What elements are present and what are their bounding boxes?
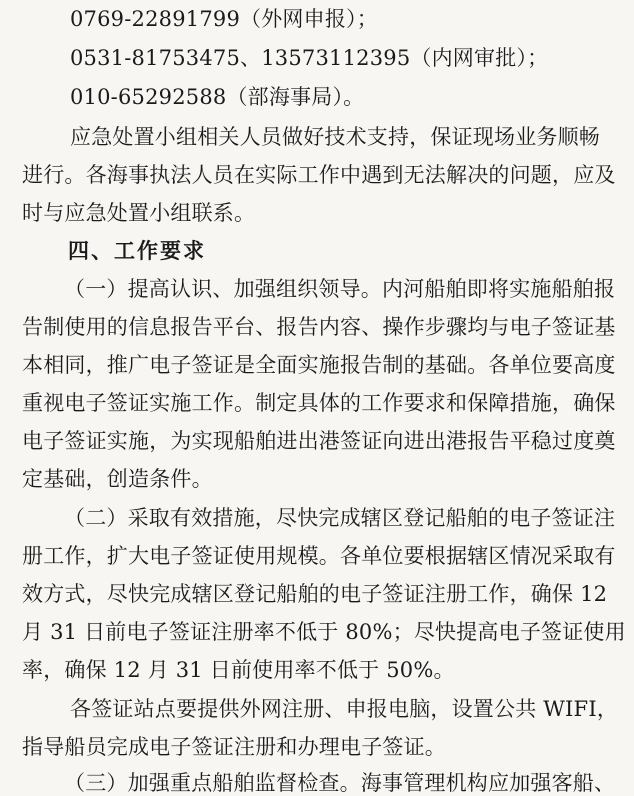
item1-line bbox=[22, 390, 616, 416]
stations-line: 指导船员完成电子签证注册和办理电子签证。 bbox=[22, 735, 446, 759]
paragraph-text: 重视电子签证实施工作。制定具体的工作要求和保障措施，确保 bbox=[22, 391, 616, 415]
item2-line bbox=[64, 505, 616, 531]
section-heading: 四、工作要求 bbox=[68, 238, 206, 263]
item2-line bbox=[22, 581, 608, 607]
item1-line bbox=[22, 428, 616, 454]
paragraph-text: 各签证站点要提供外网注册、申报电脑，设置公共 WIFI， bbox=[70, 697, 619, 721]
item3-line bbox=[64, 770, 616, 796]
paragraph-line bbox=[70, 124, 600, 150]
paragraph-text: 告制使用的信息报告平台、报告内容、操作步骤均与电子签证基 bbox=[22, 315, 616, 339]
paragraph-line: 时与应急处置小组联系。 bbox=[22, 201, 256, 225]
paragraph-text: （二）采取有效措施，尽快完成辖区登记船舶的电子签证注 bbox=[64, 506, 616, 530]
item1-line: 定基础，创造条件。 bbox=[22, 467, 213, 491]
contact-line-internal: 0531-81753475、13573112395（内网审批）； bbox=[70, 46, 549, 70]
item1-line bbox=[22, 352, 616, 378]
paragraph-text: （三）加强重点船舶监督检查。海事管理机构应加强客船、 bbox=[64, 771, 616, 795]
item2-line bbox=[22, 543, 616, 569]
paragraph-text: 进行。各海事执法人员在实际工作中遇到无法解决的问题，应及 bbox=[22, 163, 616, 187]
paragraph-text: 电子签证实施，为实现船舶进出港签证向进出港报告平稳过度奠 bbox=[22, 429, 616, 453]
contact-line-external: 0769-22891799（外网申报）； bbox=[70, 7, 378, 31]
paragraph-text: 应急处置小组相关人员做好技术支持，保证现场业务顺畅 bbox=[70, 125, 600, 149]
paragraph-text: 效方式，尽快完成辖区登记船舶的电子签证注册工作，确保 12 bbox=[22, 582, 608, 606]
paragraph-text: 月 31 日前电子签证注册率不低于 80%；尽快提高电子签证使用 bbox=[22, 620, 626, 644]
item1-line bbox=[22, 314, 616, 340]
contact-line-msa: 010-65292588（部海事局）。 bbox=[70, 85, 365, 109]
stations-line bbox=[70, 696, 619, 722]
paragraph-line bbox=[22, 162, 616, 188]
paragraph-text: 册工作，扩大电子签证使用规模。各单位要根据辖区情况采取有 bbox=[22, 544, 616, 568]
paragraph-text: （一）提高认识、加强组织领导。内河船舶即将实施船舶报 bbox=[64, 277, 616, 301]
paragraph-text: 本相同，推广电子签证是全面实施报告制的基础。各单位要高度 bbox=[22, 353, 616, 377]
item1-line bbox=[64, 276, 616, 302]
item2-line: 率，确保 12 月 31 日前使用率不低于 50%。 bbox=[22, 658, 455, 682]
item2-line bbox=[22, 619, 626, 645]
